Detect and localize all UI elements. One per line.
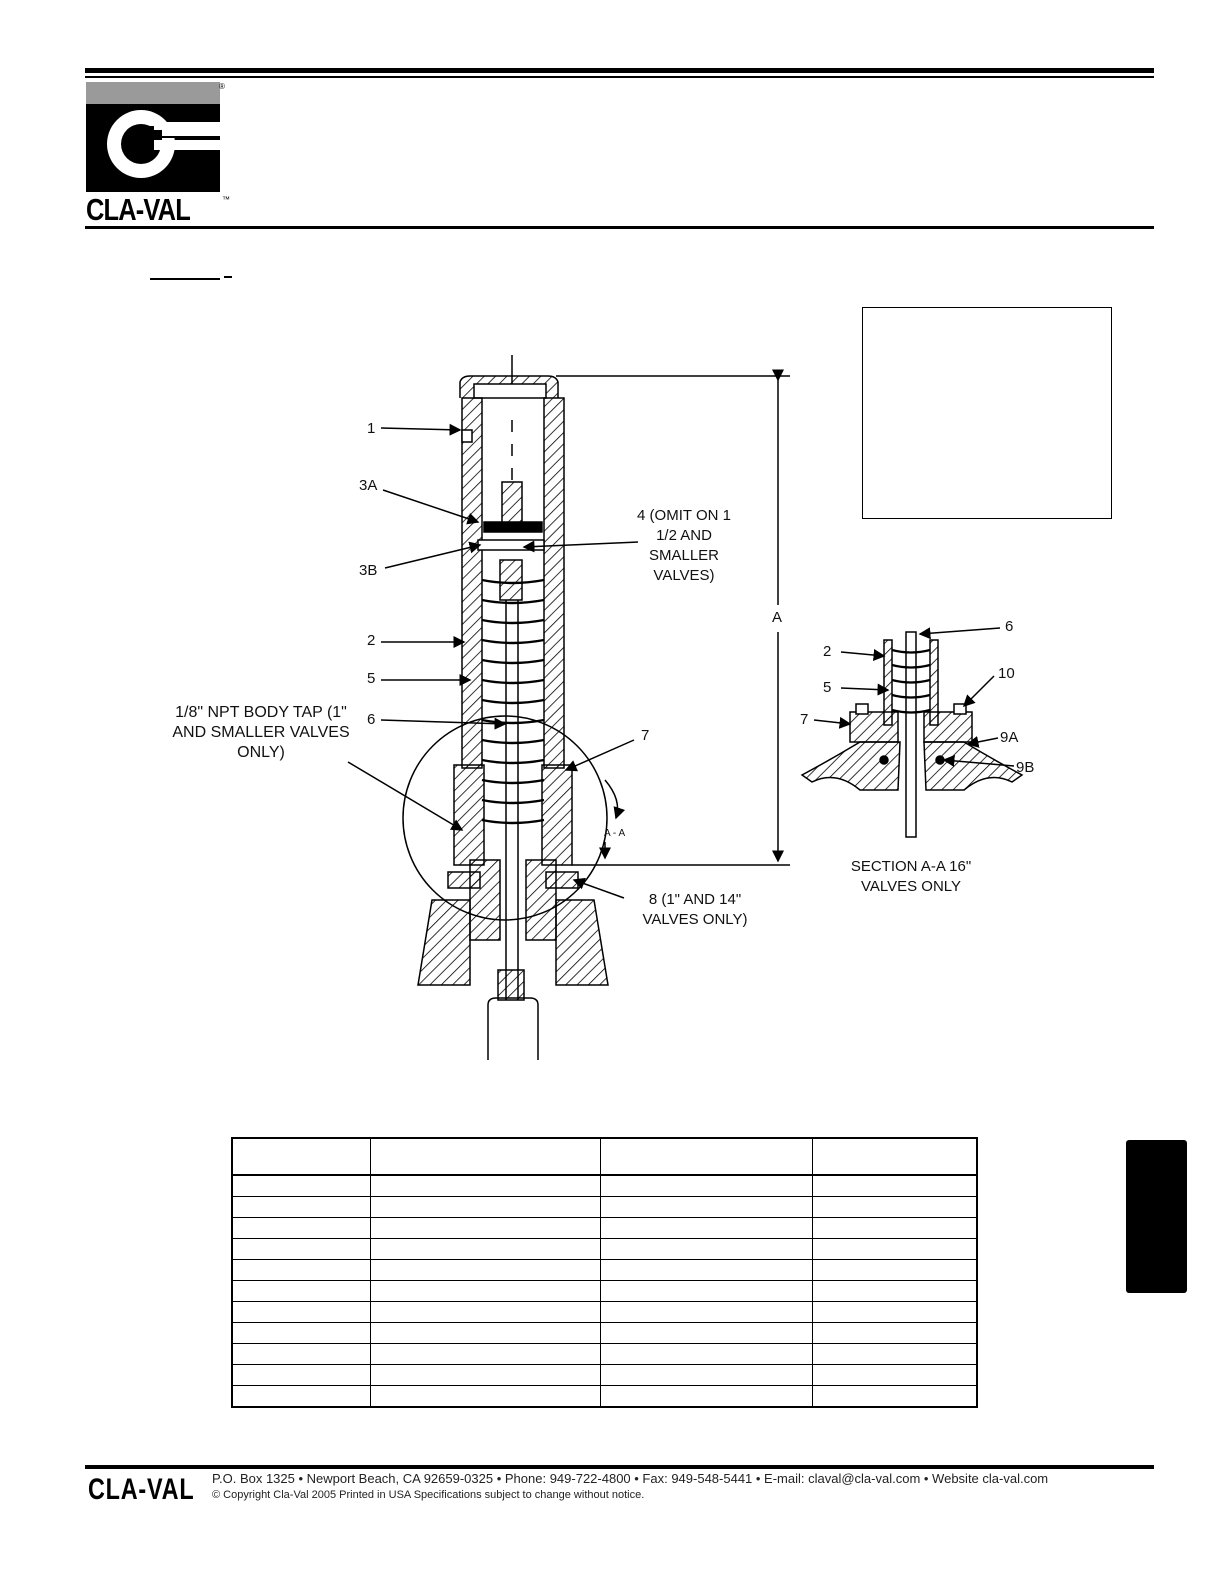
table-cell	[371, 1175, 601, 1197]
table-cell	[232, 1344, 371, 1365]
table-cell	[371, 1365, 601, 1386]
table-row	[232, 1260, 977, 1281]
table-cell	[813, 1344, 978, 1365]
table-cell	[813, 1239, 978, 1260]
table-row	[232, 1344, 977, 1365]
table-cell	[371, 1344, 601, 1365]
table-row	[232, 1175, 977, 1197]
table-cell	[371, 1197, 601, 1218]
label-4: 4 (OMIT ON 1 1/2 AND SMALLER VALVES)	[637, 507, 731, 584]
trademark-mark: ™	[222, 195, 230, 204]
table-row	[232, 1302, 977, 1323]
table-cell	[813, 1260, 978, 1281]
table-cell	[371, 1323, 601, 1344]
table-cell	[601, 1281, 813, 1302]
section-label-10: 10	[998, 665, 1015, 682]
section-label-5: 5	[823, 679, 832, 696]
label-7: 7	[641, 727, 650, 744]
section-label-9b: 9B	[1016, 759, 1035, 776]
table-cell	[601, 1302, 813, 1323]
label-dimension-a: A	[772, 609, 783, 626]
table-row	[232, 1281, 977, 1302]
registered-mark: ®	[219, 82, 225, 91]
table-cell	[813, 1175, 978, 1197]
section-label-6: 6	[1005, 618, 1014, 635]
section-label-2: 2	[823, 643, 832, 660]
parts-table	[231, 1137, 978, 1408]
section-caption: SECTION A-A 16" VALVES ONLY	[850, 858, 972, 895]
footer-copyright: © Copyright Cla-Val 2005 Printed in USA Specifications subject to change without notice.	[212, 1489, 645, 1501]
table-cell	[232, 1302, 371, 1323]
table-cell	[232, 1323, 371, 1344]
table-cell	[371, 1386, 601, 1408]
table-header-row	[232, 1138, 977, 1175]
label-2: 2	[367, 632, 376, 649]
table-cell	[601, 1175, 813, 1197]
label-5: 5	[367, 670, 376, 687]
table-cell	[371, 1218, 601, 1239]
table-cell	[371, 1302, 601, 1323]
table-row	[232, 1365, 977, 1386]
table-row	[232, 1239, 977, 1260]
table-cell	[601, 1365, 813, 1386]
label-8: 8 (1" AND 14" VALVES ONLY)	[642, 891, 748, 928]
footer-rule	[85, 1465, 1154, 1469]
table-cell	[813, 1218, 978, 1239]
table-cell	[232, 1260, 371, 1281]
table-cell	[232, 1386, 371, 1408]
table-cell	[601, 1386, 813, 1408]
table-cell	[371, 1239, 601, 1260]
table-cell	[601, 1197, 813, 1218]
table-cell	[232, 1175, 371, 1197]
table-cell	[813, 1365, 978, 1386]
brand-name: CLA-VAL	[86, 192, 190, 227]
label-1: 1	[367, 420, 376, 437]
table-row	[232, 1386, 977, 1408]
section-side-tab	[1126, 1140, 1187, 1293]
table-cell	[371, 1260, 601, 1281]
table-cell	[232, 1281, 371, 1302]
table-row	[232, 1218, 977, 1239]
table-cell	[601, 1218, 813, 1239]
table-header-cell	[813, 1138, 978, 1175]
table-row	[232, 1323, 977, 1344]
footer-brand: CLA-VAL	[88, 1473, 195, 1506]
table-cell	[813, 1281, 978, 1302]
label-6: 6	[367, 711, 376, 728]
label-3a: 3A	[359, 477, 378, 494]
table-cell	[371, 1281, 601, 1302]
table-cell	[232, 1365, 371, 1386]
table-cell	[601, 1323, 813, 1344]
table-cell	[232, 1197, 371, 1218]
table-cell	[813, 1197, 978, 1218]
label-3b: 3B	[359, 562, 378, 579]
label-body-tap: 1/8" NPT BODY TAP (1" AND SMALLER VALVES ONLY)	[172, 704, 350, 761]
table-header-cell	[232, 1138, 371, 1175]
label-section-ref: A - A	[604, 828, 626, 839]
section-label-7: 7	[800, 711, 809, 728]
table-header-cell	[601, 1138, 813, 1175]
section-label-9a: 9A	[1000, 729, 1019, 746]
table-cell	[813, 1386, 978, 1408]
table-header-cell	[371, 1138, 601, 1175]
table-cell	[601, 1260, 813, 1281]
table-cell	[601, 1239, 813, 1260]
footer-contact: P.O. Box 1325 • Newport Beach, CA 92659-0325 • Phone: 949-722-4800 • Fax: 949-548-5441 • E-mail: claval@cla-val.com • Website cla-val.com	[212, 1471, 1049, 1486]
table-cell	[232, 1218, 371, 1239]
table-row	[232, 1197, 977, 1218]
table-cell	[232, 1239, 371, 1260]
table-cell	[813, 1323, 978, 1344]
table-cell	[813, 1302, 978, 1323]
table-cell	[601, 1344, 813, 1365]
